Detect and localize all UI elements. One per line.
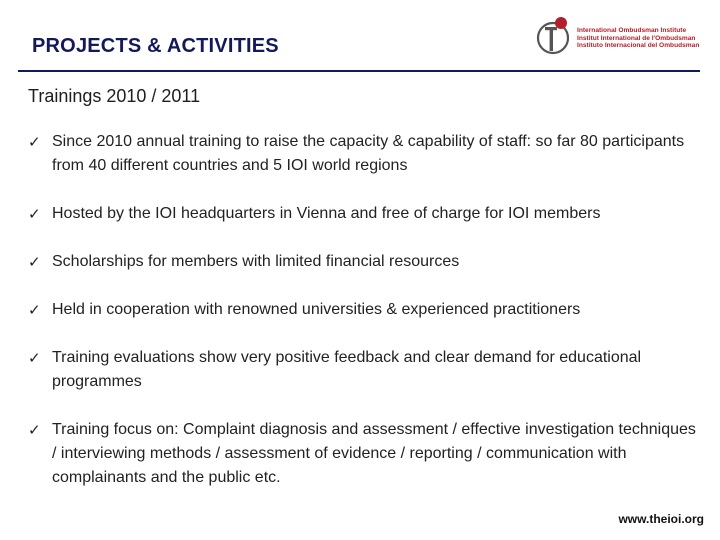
check-mark-icon: ✓ (28, 133, 41, 151)
logo-line-es: Instituto Internacional del Ombudsman (577, 42, 700, 50)
check-mark-icon: ✓ (28, 421, 41, 439)
bullet-text: Scholarships for members with limited financial resources (52, 253, 460, 270)
list-item (28, 346, 698, 394)
title-divider (18, 70, 700, 72)
list-item (28, 130, 698, 178)
bullet-text: Since 2010 annual training to raise the capacity & capability of staff: so far 80 participants from 40 different countries and 5 IOI world regions (52, 133, 685, 174)
list-item (28, 418, 698, 490)
check-mark-icon: ✓ (28, 205, 41, 223)
list-item (28, 250, 698, 274)
website-link[interactable]: www.theioi.org (618, 512, 704, 526)
check-mark-icon: ✓ (28, 349, 41, 367)
ioi-logo (533, 12, 703, 62)
bullet-list (28, 130, 698, 514)
list-item (28, 298, 698, 322)
ioi-logo-icon (533, 12, 575, 62)
bullet-text: Hosted by the IOI headquarters in Vienna and free of charge for IOI members (52, 205, 601, 222)
logo-text (577, 27, 703, 50)
logo-line-en: International Ombudsman Institute (577, 27, 687, 34)
bullet-text: Training evaluations show very positive feedback and clear demand for educational programmes (52, 349, 642, 390)
logo-line-fr: Institut International de l'Ombudsman (577, 34, 696, 42)
bullet-text: Held in cooperation with renowned universities & experienced practitioners (52, 301, 581, 318)
page-title: PROJECTS & ACTIVITIES (32, 35, 279, 57)
check-mark-icon: ✓ (28, 301, 41, 319)
list-item (28, 202, 698, 226)
slide-subtitle: Trainings 2010 / 2011 (28, 86, 201, 106)
bullet-text: Training focus on: Complaint diagnosis and assessment / effective investigation techniques / interviewing methods / assessment of evidence / reporting / communication with complainants and the public etc. (52, 421, 696, 486)
check-mark-icon: ✓ (28, 253, 41, 271)
